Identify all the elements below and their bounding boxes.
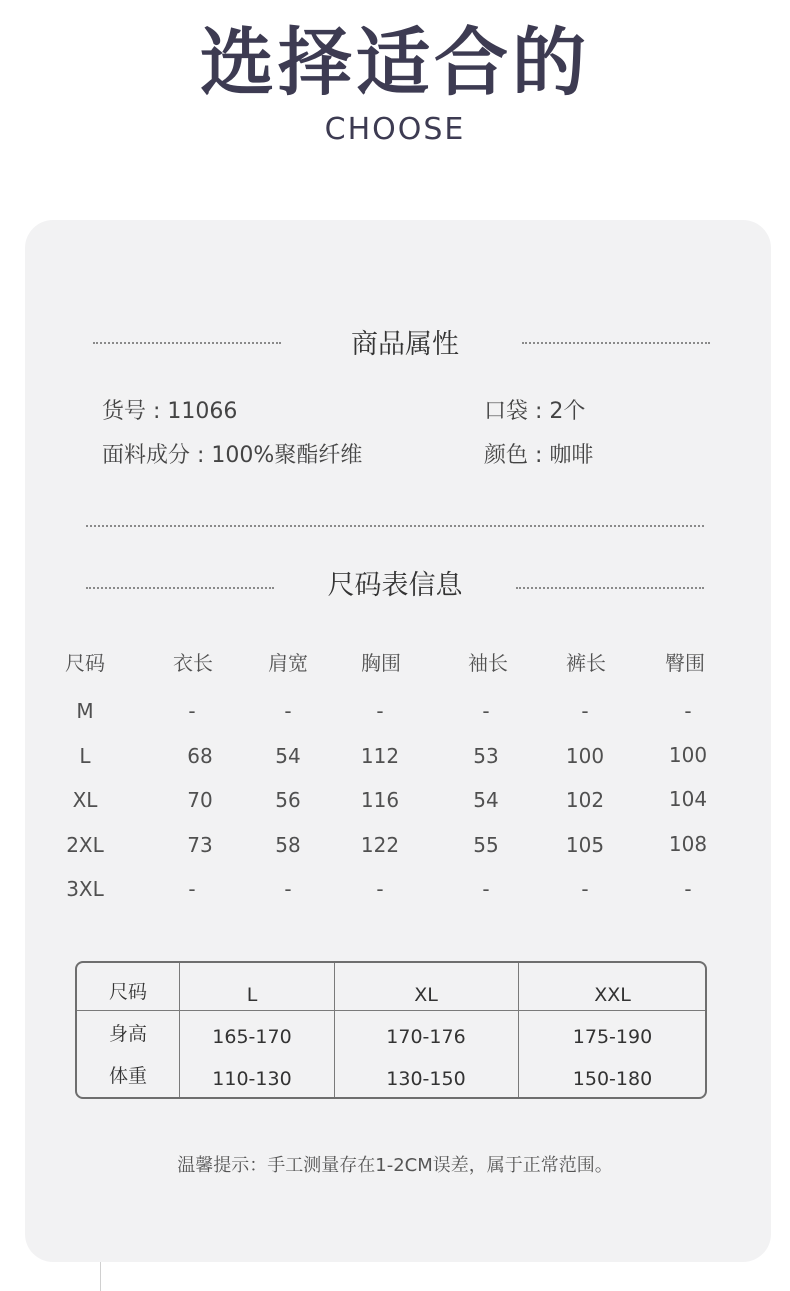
table-cell: - — [581, 699, 589, 723]
table-cell: - — [188, 699, 196, 723]
size-table-header: 衣长 — [173, 651, 213, 675]
table-cell: 54 — [473, 788, 499, 812]
recommend-table — [75, 961, 707, 1099]
table-cell: 175-190 — [572, 1026, 653, 1048]
table-cell: 100 — [565, 744, 605, 768]
size-table-header: 臀围 — [665, 651, 705, 675]
table-cell: 110-130 — [212, 1068, 292, 1090]
table-cell: 3XL — [66, 877, 104, 901]
table-cell: 122 — [360, 833, 400, 857]
table-cell: 104 — [668, 787, 708, 811]
table-cell: 73 — [187, 833, 213, 857]
prop-fabric: 面料成分 : 100%聚酯纤维 — [102, 443, 363, 468]
divider-dots-right — [522, 342, 710, 344]
table-cell: - — [188, 877, 196, 901]
table-cell: - — [684, 877, 692, 901]
recommend-header: XL — [414, 984, 438, 1006]
table-cell: - — [376, 877, 384, 901]
table-cell: 105 — [565, 833, 605, 857]
table-cell: 112 — [360, 744, 400, 768]
measurement-tip: 温馨提示：手工测量存在1-2CM误差，属于正常范围。 — [177, 1155, 613, 1176]
table-cell: 58 — [275, 833, 301, 857]
table-divider — [77, 1010, 705, 1011]
table-cell: - — [284, 877, 292, 901]
page-subtitle: CHOOSE — [324, 112, 466, 147]
size-table-header: 肩宽 — [268, 651, 308, 675]
recommend-row-label: 身高 — [108, 1023, 147, 1045]
table-cell: 170-176 — [386, 1026, 466, 1048]
size-section-title: 尺码表信息 — [327, 570, 463, 601]
prop-value: 11066 — [167, 399, 238, 424]
table-cell: 130-150 — [386, 1068, 466, 1090]
table-cell: 100 — [668, 743, 708, 767]
prop-pockets: 口袋 : 2个 — [484, 399, 586, 424]
divider-dots-left — [93, 342, 281, 344]
table-cell: 55 — [473, 833, 499, 857]
table-cell: 70 — [187, 788, 213, 812]
prop-value: 咖啡 — [549, 443, 594, 468]
divider-dots-right — [516, 587, 704, 589]
table-cell: 150-180 — [572, 1068, 653, 1090]
prop-label: 颜色 — [484, 443, 529, 468]
decorative-line — [100, 1262, 101, 1291]
prop-color: 颜色 : 咖啡 — [484, 443, 594, 468]
table-cell: - — [482, 699, 490, 723]
size-table-header: 袖长 — [468, 651, 508, 675]
table-cell: 53 — [473, 744, 499, 768]
table-cell: 108 — [668, 832, 708, 856]
page-title: 选择适合的 — [200, 20, 590, 106]
recommend-header: XXL — [594, 984, 631, 1006]
table-cell: L — [79, 744, 91, 768]
table-cell: - — [581, 877, 589, 901]
prop-label: 口袋 — [484, 399, 529, 424]
prop-label: 货号 — [102, 399, 147, 424]
table-cell: - — [284, 699, 292, 723]
table-cell: 56 — [275, 788, 301, 812]
product-section-title: 商品属性 — [351, 329, 459, 360]
section-divider-dots — [86, 525, 704, 527]
prop-value: 2个 — [549, 399, 586, 424]
table-cell: XL — [72, 788, 98, 812]
table-cell: 102 — [565, 788, 605, 812]
table-cell: 68 — [187, 744, 213, 768]
table-cell: 2XL — [66, 833, 104, 857]
table-cell: - — [482, 877, 490, 901]
table-cell: 54 — [275, 744, 301, 768]
recommend-header: L — [246, 984, 258, 1006]
table-cell: 165-170 — [212, 1026, 292, 1048]
recommend-header: 尺码 — [108, 981, 147, 1003]
prop-label: 面料成分 — [102, 443, 191, 468]
divider-dots-left — [86, 587, 274, 589]
table-cell: M — [76, 699, 94, 723]
size-table-header: 尺码 — [65, 651, 105, 675]
table-cell: - — [684, 699, 692, 723]
table-cell: - — [376, 699, 384, 723]
prop-item-number: 货号 : 11066 — [102, 399, 238, 424]
recommend-row-label: 体重 — [108, 1065, 147, 1087]
prop-value: 100%聚酯纤维 — [211, 443, 363, 468]
size-table-header: 胸围 — [361, 651, 401, 675]
table-cell: 116 — [360, 788, 400, 812]
size-table-header: 裤长 — [566, 651, 606, 675]
